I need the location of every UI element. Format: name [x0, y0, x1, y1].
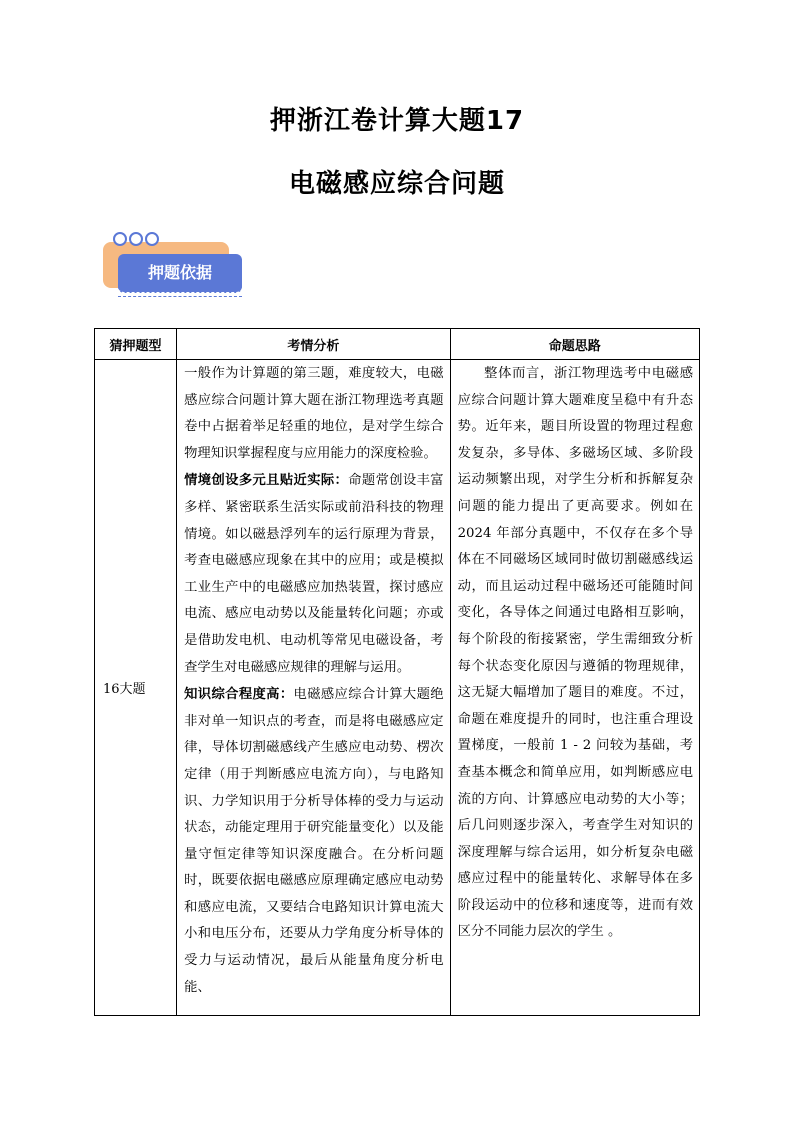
question-type-cell: 16大题: [95, 360, 177, 1016]
header-analysis: 考情分析: [177, 329, 450, 360]
analysis-heading-3: 知识综合程度高：: [184, 687, 294, 703]
table-row: [95, 360, 700, 1016]
analysis-heading-2: 情境创设多元且贴近实际：: [184, 473, 349, 489]
thinking-cell: [450, 360, 699, 1016]
header-type: 猜押题型: [95, 329, 177, 360]
analysis-cell: [177, 360, 450, 1016]
page-title: 押浙江卷计算大题17: [269, 106, 525, 136]
ring-icon: [145, 232, 159, 246]
section-badge: [103, 232, 248, 300]
analysis-paragraph-2: [177, 467, 449, 681]
analysis-text-3: 电磁感应综合计算大题绝非对单一知识点的考查，而是将电磁感应定律，导体切割磁感线产生感应电动势、楞次定律（用于判断感应电流方向），与电路知识、力学知识用于分析导体棒的受力与运动状态，动能定理用于研究能量变化）以及能量守恒定律等知识深度融合。在分析问题时，既要依据电磁感应原理确定感应电动势和感应电流，又要结合电路知识计算电流大小和电压分布，还要从力学角度分析导体的受力与运动情况，最后从能量角度分析电能、: [184, 687, 444, 995]
analysis-text-2: 命题常创设丰富多样、紧密联系生活实际或前沿科技的物理情境。如以磁悬浮列车的运行原理为背景，考查电磁感应现象在其中的应用；或是模拟工业生产中的电磁感应加热装置，探讨感应电流、感应电动势以及能量转化问题；亦或是借助发电机、电动机等常见电磁设备，考查学生对电磁感应规律的理解与运用。: [184, 473, 444, 675]
ring-icon: [113, 232, 127, 246]
page-subtitle: 电磁感应综合问题: [288, 169, 505, 199]
badge-label: 押题依据: [147, 263, 212, 282]
ring-icon: [129, 232, 143, 246]
thinking-paragraph: 整体而言，浙江物理选考中电磁感应综合问题计算大题难度呈稳中有升态势。近年来，题目所设置的物理过程愈发复杂，多导体、多磁场区域、多阶段运动频繁出现，对学生分析和拆解复杂问题的能力提出了更高要求。例如在 2024 年部分真题中，不仅存在多个导体在不同磁场区域同时做切割磁感线运动，而且运动过程中磁场还可能随时间变化，各导体之间通过电路相互影响，每个阶段的衔接紧密，学生需细致分析每个状态变化原因与遵循的物理规律，这无疑大幅增加了题目的难度。不过，命题在难度提升的同时，也注重合理设置梯度，一般前 1 - 2 问较为基础，考查基本概念和简单应用，如判断感应电流的方向、计算感应电动势的大小等；后几问则逐步深入，考查学生对知识的深度理解与综合运用，如分析复杂电磁感应过程中的能量转化、求解导体在多阶段运动中的位移和速度等，进而有效区分不同能力层次的学生 。: [457, 366, 693, 940]
table-header-row: [95, 329, 700, 360]
analysis-paragraph-1: 一般作为计算题的第三题，难度较大，电磁感应综合问题计算大题在浙江物理选考真题卷中占据着举足轻重的地位，是对学生综合物理知识掌握程度与应用能力的深度检验。: [184, 366, 444, 461]
header-thinking: 命题思路: [450, 329, 699, 360]
analysis-table: [94, 328, 700, 1016]
badge-dashed-line: [118, 296, 242, 297]
analysis-paragraph-3: [177, 681, 449, 1001]
